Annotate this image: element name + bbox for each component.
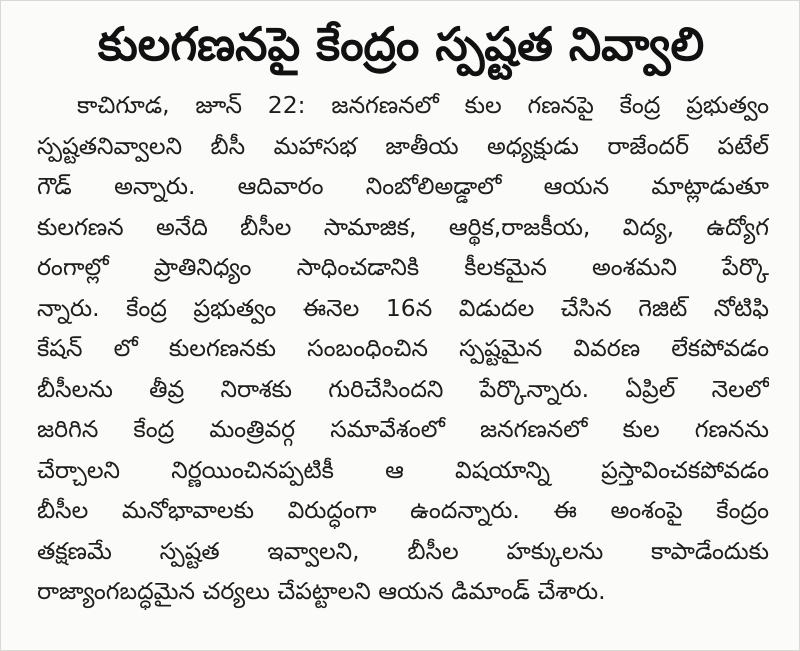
article-line: చేర్చాలని నిర్ణయించినప్పటికీ ఆ విషయాన్ని ప్రస్తావించకపోవడం: [37, 455, 769, 484]
article-line: బీసీల మనోభావాలకు విరుద్ధంగా ఉందన్నారు. ఈ అంశంపై కేంద్రం: [37, 496, 769, 524]
article-line: కేషన్ లో కులగణనకు సంబంధించిన స్పష్టమైన వివరణ లేకపోవడం: [37, 334, 769, 362]
article-line: రాజ్యాంగబద్ధమైన చర్యలు చేపట్టాలని ఆయన డిమాండ్ చేశారు.: [37, 577, 606, 605]
article-line: రంగాల్లో ప్రాతినిధ్యం సాధించడానికి కీలకమైన అంశమని పేర్కొ: [37, 253, 769, 281]
article-line: తక్షణమే స్పష్టత ఇవ్వాలని, బీసీల హక్కులను కాపాడేందుకు: [37, 536, 769, 565]
article-line: స్పష్టతనివ్వాలని బీసీ మహాసభ జాతీయ అధ్యక్షుడు రాజేందర్ పటేల్: [37, 131, 769, 160]
article-line: జరిగిన కేంద్ర మంత్రివర్గ సమావేశంలో జనగణనలో కుల గణనను: [37, 415, 769, 443]
article-line: గౌడ్ అన్నారు. ఆదివారం నింబోలిఅడ్డాలో ఆయన మాట్లాడుతూ: [37, 172, 769, 200]
article-line: కాచిగూడ, జూన్ 22: జనగణనలో కుల గణనపై కేంద్ర ప్రభుత్వం: [77, 91, 769, 119]
headline: కులగణనపై కేంద్రం స్పష్టత నివ్వాలి: [97, 17, 705, 71]
article-line: న్నారు. కేంద్ర ప్రభుత్వం ఈనెల 16న విడుదల చేసిన గెజిట్ నోటిఫి: [37, 293, 769, 322]
article-line: బీసీలను తీవ్ర నిరాశకు గురిచేసిందని పేర్కొన్నారు. ఏప్రిల్ నెలలో: [37, 374, 769, 403]
article-line: కులగణన అనేది బీసీల సామాజిక, ఆర్థిక,రాజకీయ, విద్య, ఉద్యోగ: [37, 212, 769, 241]
article-body: [37, 85, 769, 612]
